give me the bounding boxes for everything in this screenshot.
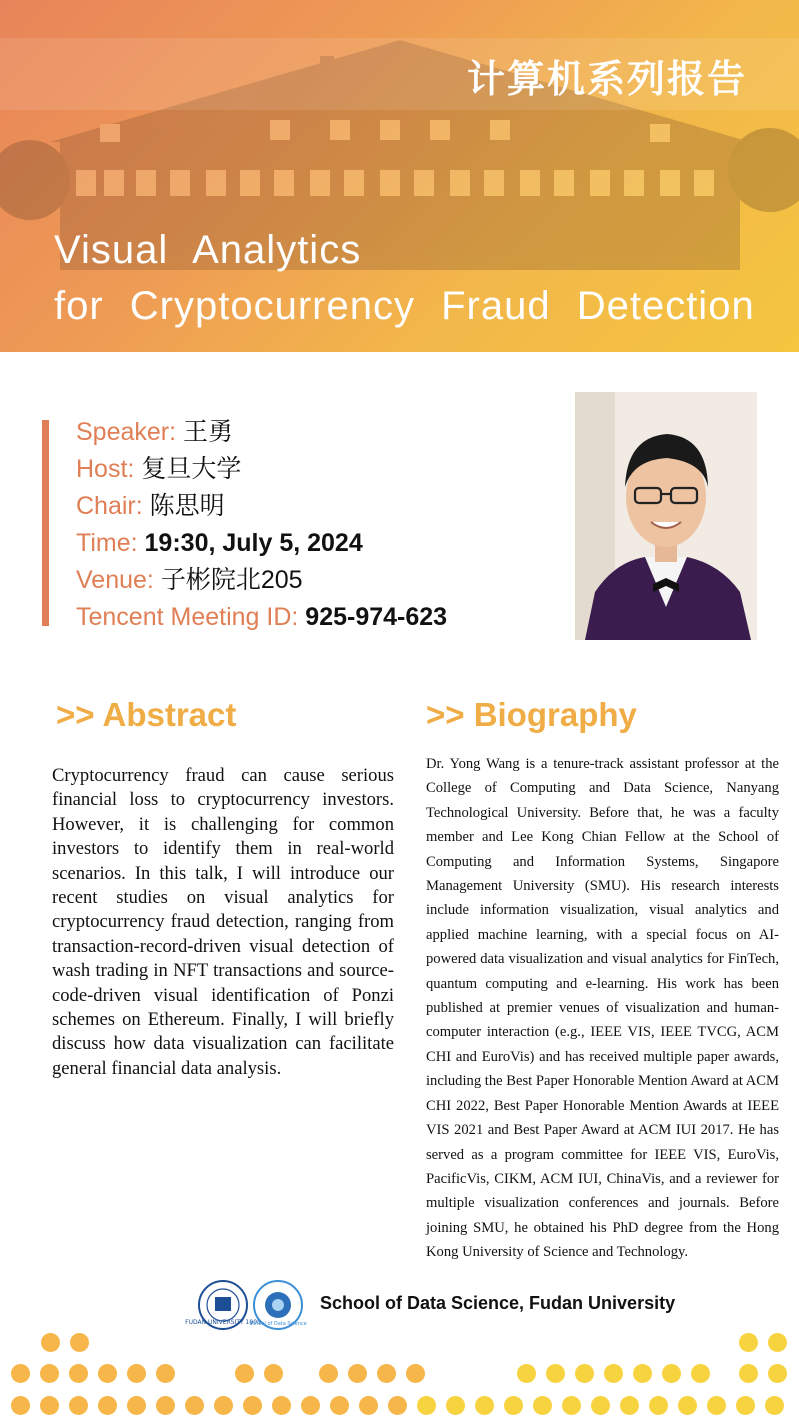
header-banner — [0, 0, 799, 352]
venue-label: Venue: — [76, 566, 154, 594]
host-label: Host: — [76, 455, 135, 483]
decor-dot — [475, 1396, 494, 1415]
decor-dot — [533, 1396, 552, 1415]
decor-dot — [649, 1396, 668, 1415]
decor-dot — [768, 1364, 787, 1383]
decor-dot — [264, 1364, 283, 1383]
chair-row — [76, 488, 447, 525]
decor-dot — [243, 1396, 262, 1415]
data-science-logo-text: School of Data Science — [249, 1321, 307, 1327]
fudan-logo-text: FUDAN UNIVERSITY 1905 — [185, 1319, 261, 1326]
talk-info — [76, 414, 447, 636]
decor-dot — [591, 1396, 610, 1415]
speaker-value: 王勇 — [183, 418, 234, 446]
decor-dot — [69, 1396, 88, 1415]
abstract-text: Cryptocurrency fraud can cause serious financial loss to cryptocurrency investors. However, it is challenging for common investors to identify them in real-world scenarios. In this talk, I will introduce our recent studies on visual analytics for cryptocurrency fraud detection, ranging from transaction-record-driven visual detection of wash trading in NFT transactions and source-code-driven visual identification of Ponzi schemes on Ethereum. Finally, I will briefly discuss how data visualization can facilitate general financial data analysis. — [52, 765, 394, 1079]
meeting-value: 925-974-623 — [305, 603, 448, 631]
biography-text: Dr. Yong Wang is a tenure-track assistant professor at the College of Computing and Data Science, Nanyang Technological University. Before that, he was a faculty member and Lee Kong Chian Fellow at the School of Computing and Information Systems, Singapore Management University (SMU). His research interests include information visualization, visual analytics and applied machine learning, with a special focus on AI-powered data visualization and visual analytics for FinTech, quantum computing and e-learning. His work has been published at premier venues of visualization and human-computer interaction (e.g., IEEE VIS, IEEE TVCG, ACM CHI and EuroVis) and has received multiple paper awards, including the Best Paper Honorable Mention Award at ACM CHI 2022, Best Paper Honorable Mention Awards at IEEE VIS 2021 and Best Paper Award at ACM IUI 2017. He has served as a program committee for IEEE VIS, EuroVis, PacificVis, CIKM, ACM IUI, ChinaVis, and a reviewer for multiple visualization conferences and journals. Before joining SMU, he obtained his PhD degree from the Hong Kong University of Science and Technology. — [426, 756, 779, 1261]
decor-dot — [98, 1396, 117, 1415]
decor-dot — [707, 1396, 726, 1415]
decor-dot — [98, 1364, 117, 1383]
meeting-row — [76, 599, 447, 636]
decor-dot — [185, 1396, 204, 1415]
decor-dot — [604, 1364, 623, 1383]
decor-dot — [678, 1396, 697, 1415]
host-row — [76, 451, 447, 488]
decor-dot — [40, 1396, 59, 1415]
decor-dot — [768, 1333, 787, 1352]
decor-dot — [575, 1364, 594, 1383]
data-science-logo-icon — [249, 1280, 307, 1330]
decor-dot — [736, 1396, 755, 1415]
decor-dot — [562, 1396, 581, 1415]
decor-dot — [546, 1364, 565, 1383]
biography-heading: >> Biography — [426, 696, 637, 733]
time-row — [76, 525, 447, 562]
decor-dot — [156, 1396, 175, 1415]
chair-label: Chair: — [76, 492, 143, 520]
school-name: School of Data Science, Fudan University — [320, 1293, 676, 1313]
decor-dot — [127, 1364, 146, 1383]
decor-dot — [235, 1364, 254, 1383]
abstract-heading: >> Abstract — [56, 696, 237, 733]
decor-dot — [301, 1396, 320, 1415]
decor-dot — [406, 1364, 425, 1383]
decor-dot — [739, 1333, 758, 1352]
meeting-label: Tencent Meeting ID: — [76, 603, 299, 631]
decor-dot — [633, 1364, 652, 1383]
decor-dot — [319, 1364, 338, 1383]
decor-dot — [127, 1396, 146, 1415]
chair-value: 陈思明 — [149, 492, 225, 520]
time-value: 19:30, July 5, 2024 — [144, 529, 363, 557]
speaker-photo — [575, 392, 757, 640]
decor-dot — [330, 1396, 349, 1415]
decor-dot — [388, 1396, 407, 1415]
time-label: Time: — [76, 529, 138, 557]
decor-dot — [348, 1364, 367, 1383]
decor-dot — [272, 1396, 291, 1415]
decor-dot — [69, 1364, 88, 1383]
info-accent-bar — [42, 420, 49, 626]
decor-dot — [504, 1396, 523, 1415]
decor-dot — [41, 1333, 60, 1352]
decor-dot — [739, 1364, 758, 1383]
decor-dot — [517, 1364, 536, 1383]
talk-title-line2: for Cryptocurrency Fraud Detection — [54, 284, 755, 328]
decor-dot — [662, 1364, 681, 1383]
series-title: 计算机系列报告 — [466, 59, 747, 101]
decor-dot — [11, 1364, 30, 1383]
decor-dot — [377, 1364, 396, 1383]
talk-title-line1: Visual Analytics — [54, 228, 362, 272]
venue-row — [76, 562, 447, 599]
decor-dot — [765, 1396, 784, 1415]
decor-dot — [11, 1396, 30, 1415]
decor-dot — [446, 1396, 465, 1415]
fudan-logo-icon — [185, 1280, 261, 1330]
talk-title — [54, 222, 755, 334]
decor-dot — [214, 1396, 233, 1415]
decor-dot — [620, 1396, 639, 1415]
host-value: 复旦大学 — [141, 455, 242, 483]
decor-dot — [359, 1396, 378, 1415]
decor-dot — [691, 1364, 710, 1383]
speaker-row — [76, 414, 447, 451]
speaker-label: Speaker: — [76, 418, 177, 446]
decor-dot — [70, 1333, 89, 1352]
venue-value: 子彬院北205 — [160, 566, 303, 594]
decor-dot — [417, 1396, 436, 1415]
decor-dot — [40, 1364, 59, 1383]
decor-dot — [156, 1364, 175, 1383]
